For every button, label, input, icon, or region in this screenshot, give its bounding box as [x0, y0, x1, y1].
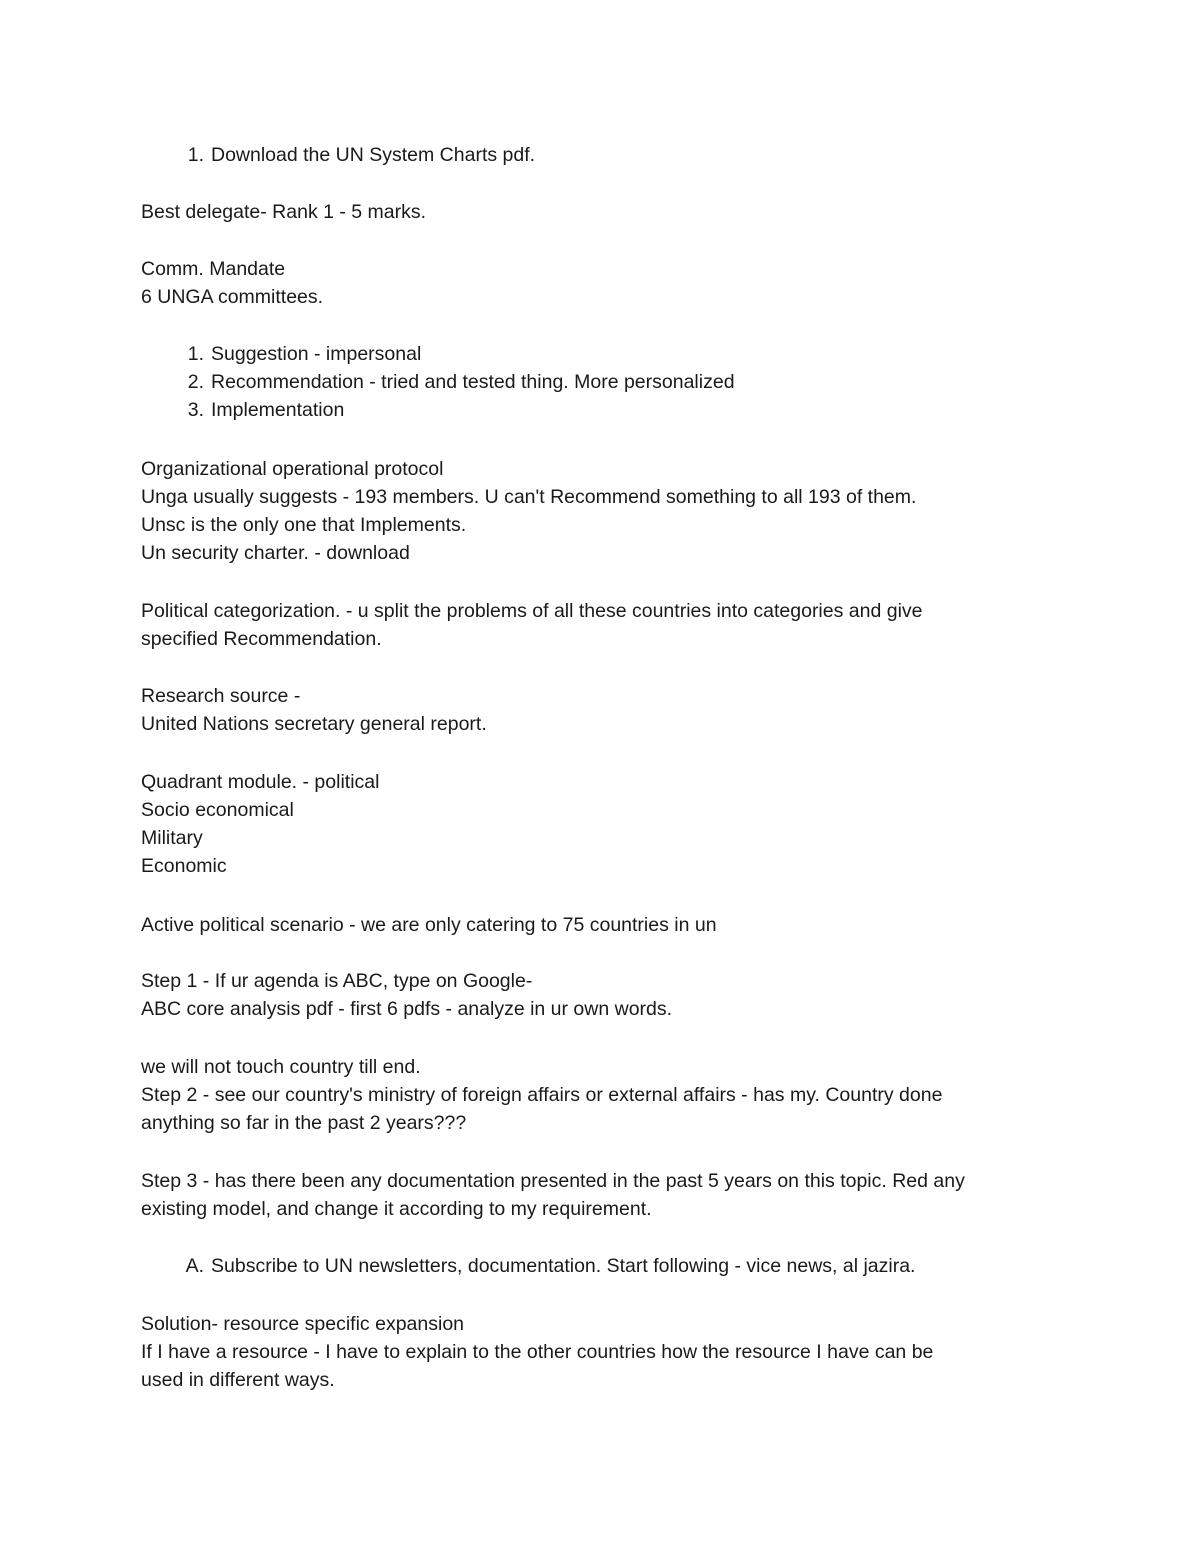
- paragraph-comm-mandate: Comm. Mandate: [141, 258, 286, 280]
- paragraph-line: Political categorization. - u split the problems of all these countries into categories and give: [141, 600, 923, 622]
- paragraph-line: we will not touch country till end.: [141, 1056, 421, 1078]
- paragraph-line: Step 3 - has there been any documentation presented in the past 5 years on this topic. Red any: [141, 1170, 965, 1192]
- list-item-text: Subscribe to UN newsletters, documentation. Start following - vice news, al jazira.: [211, 1255, 916, 1277]
- list-item-text: Download the UN System Charts pdf.: [211, 144, 536, 166]
- paragraph-line: Unsc is the only one that Implements.: [141, 514, 467, 536]
- paragraph-best-delegate: Best delegate- Rank 1 - 5 marks.: [141, 201, 427, 223]
- paragraph-line: Organizational operational protocol: [141, 458, 444, 480]
- paragraph-unga-committees: 6 UNGA committees.: [141, 286, 324, 308]
- list-marker: 1.: [187, 144, 204, 166]
- paragraph-line: anything so far in the past 2 years???: [141, 1112, 467, 1134]
- paragraph-line: Military: [141, 827, 203, 849]
- list-item-text: Recommendation - tried and tested thing. More personalized: [211, 371, 735, 393]
- paragraph-line: If I have a resource - I have to explain to the other countries how the resource I have can be: [141, 1341, 934, 1363]
- paragraph-line: Un security charter. - download: [141, 542, 410, 564]
- paragraph-line: Economic: [141, 855, 227, 877]
- paragraph-line: existing model, and change it according to my requirement.: [141, 1198, 652, 1220]
- paragraph-line: Research source -: [141, 685, 301, 707]
- list-marker: 3.: [187, 399, 204, 421]
- paragraph-line: Socio economical: [141, 799, 294, 821]
- paragraph-line: United Nations secretary general report.: [141, 713, 487, 735]
- paragraph-line: used in different ways.: [141, 1369, 335, 1391]
- paragraph-line: Step 1 - If ur agenda is ABC, type on Google-: [141, 970, 533, 992]
- paragraph-active-scenario: Active political scenario - we are only catering to 75 countries in un: [141, 914, 717, 936]
- paragraph-line: specified Recommendation.: [141, 628, 382, 650]
- paragraph-line: ABC core analysis pdf - first 6 pdfs - analyze in ur own words.: [141, 998, 673, 1020]
- list-marker: A.: [185, 1255, 204, 1277]
- list-marker: 2.: [187, 371, 204, 393]
- paragraph-line: Step 2 - see our country's ministry of foreign affairs or external affairs - has my. Country done: [141, 1084, 943, 1106]
- list-marker: 1.: [187, 343, 204, 365]
- paragraph-line: Solution- resource specific expansion: [141, 1313, 465, 1335]
- list-item-text: Implementation: [211, 399, 345, 421]
- paragraph-line: Unga usually suggests - 193 members. U can't Recommend something to all 193 of them.: [141, 486, 917, 508]
- paragraph-line: Quadrant module. - political: [141, 771, 380, 793]
- list-item-text: Suggestion - impersonal: [211, 343, 422, 365]
